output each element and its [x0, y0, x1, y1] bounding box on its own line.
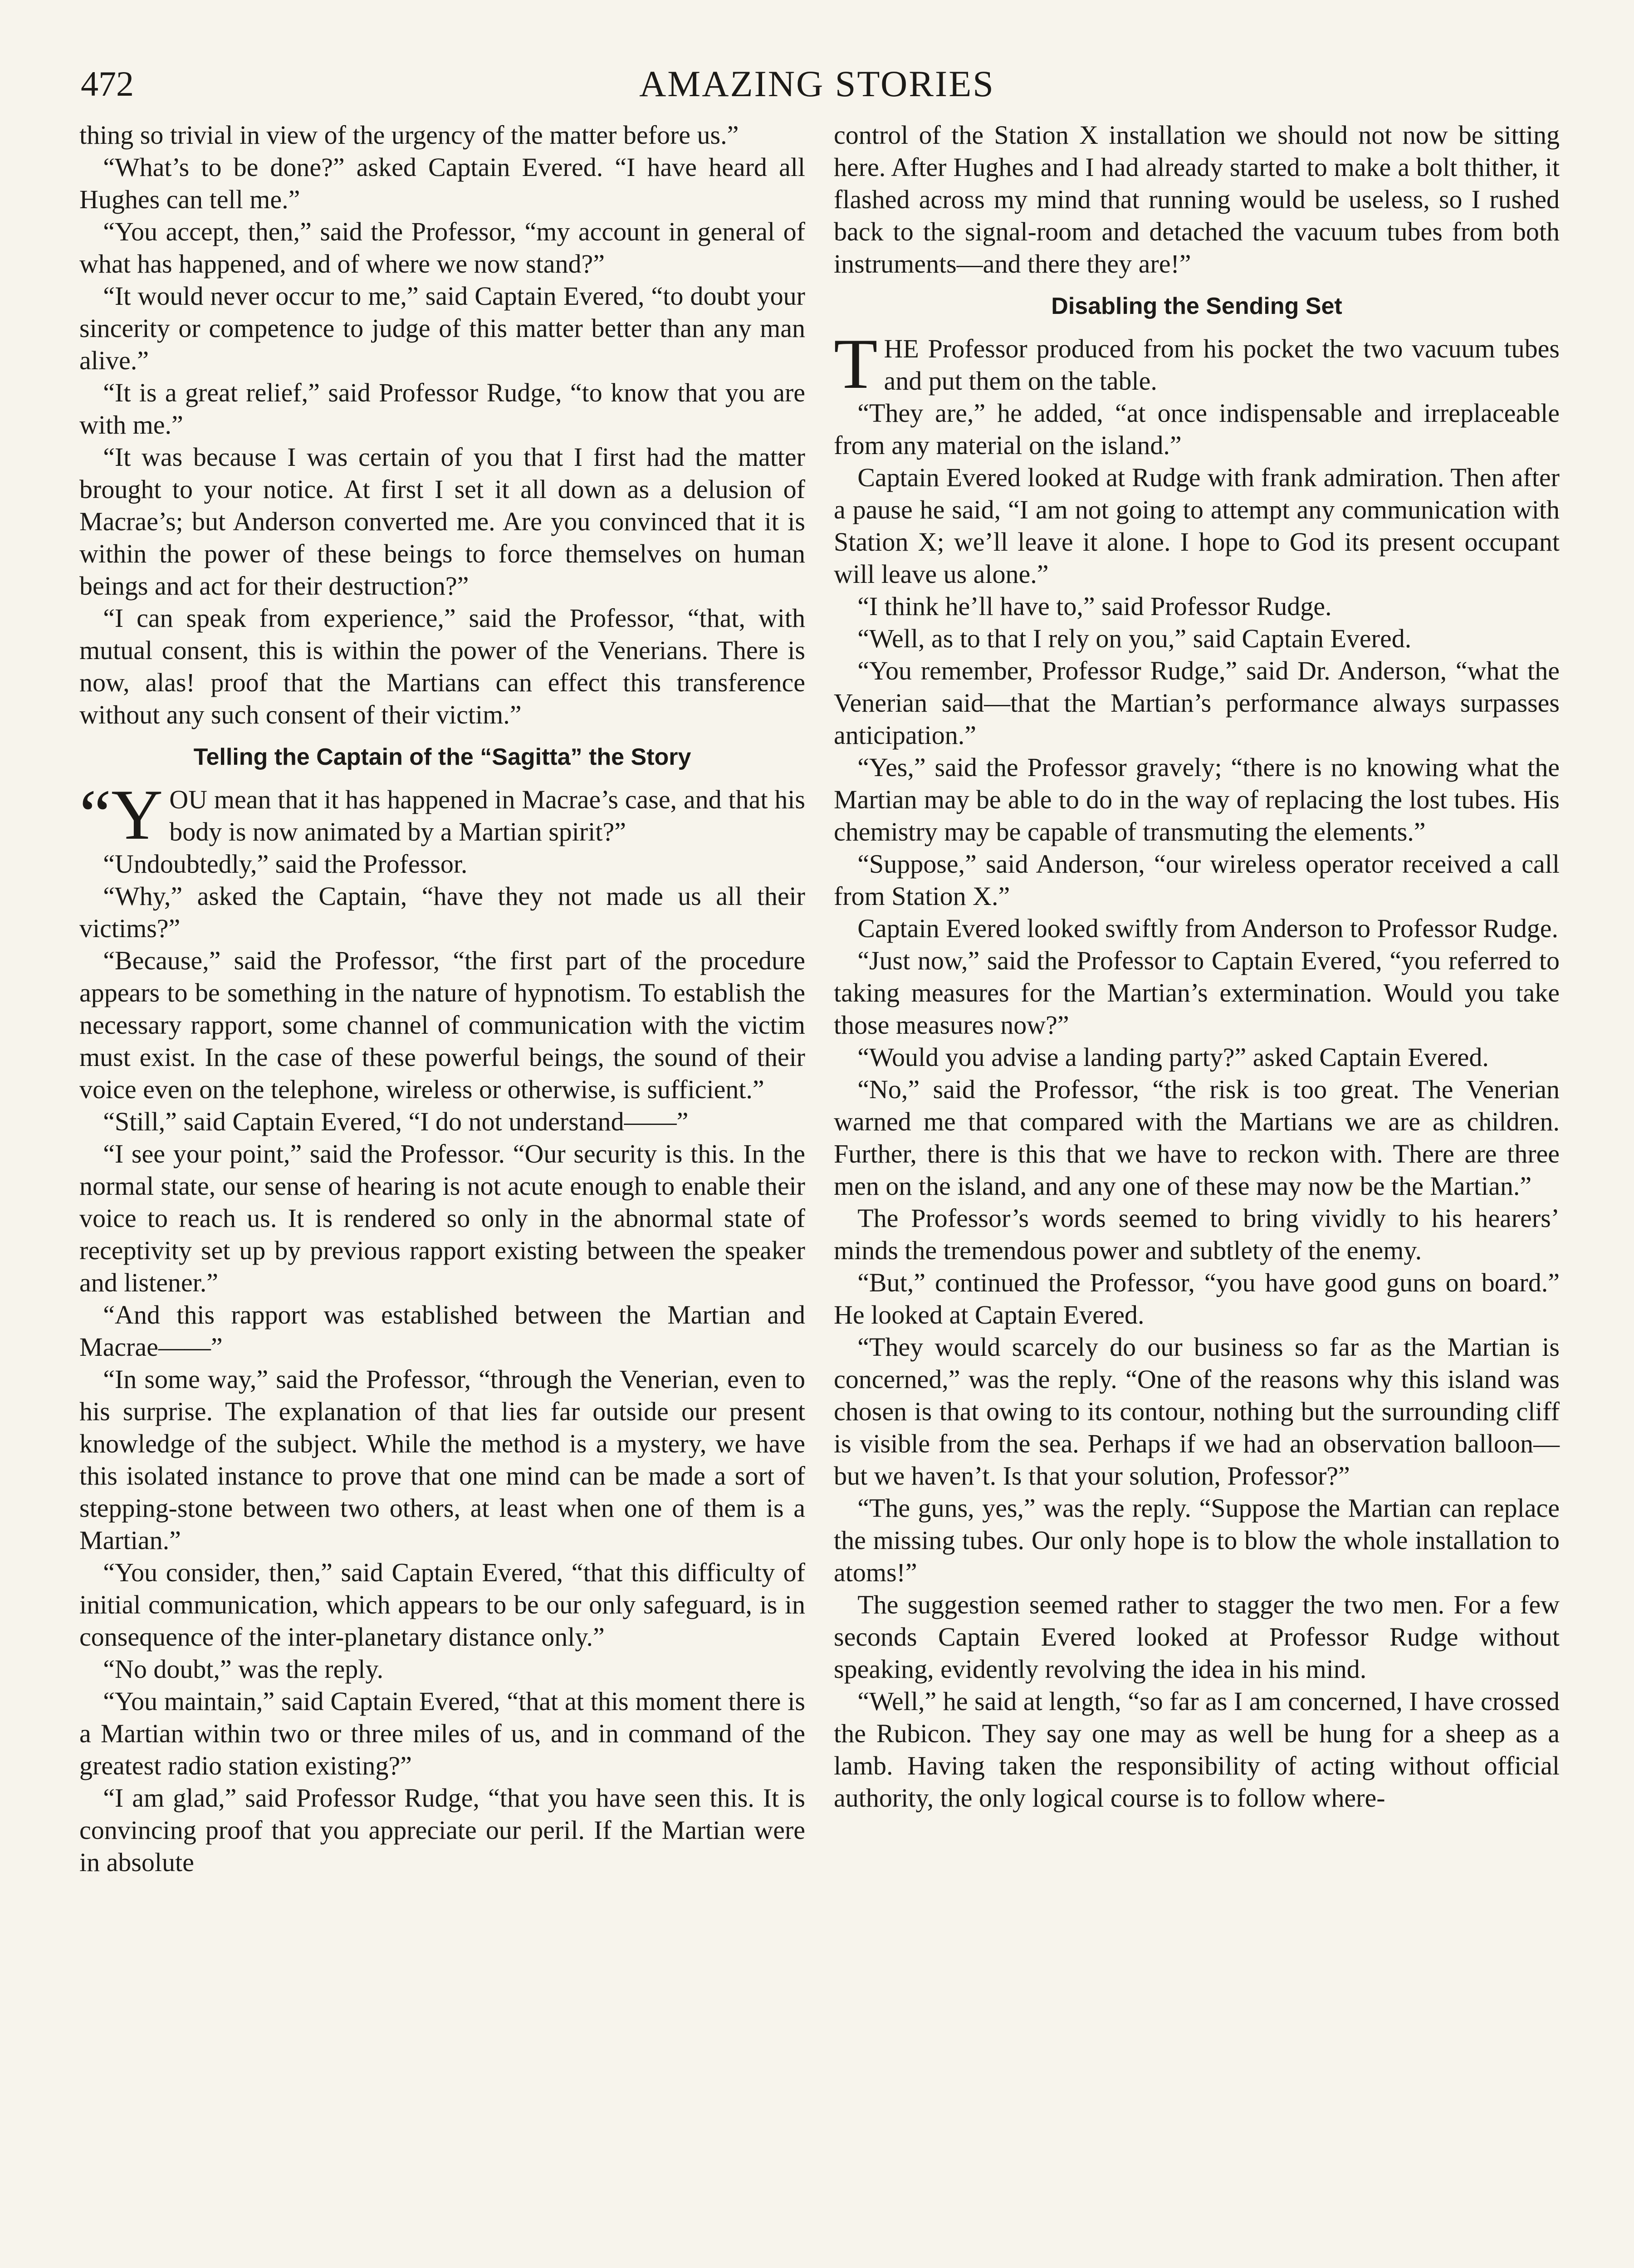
paragraph: “It was because I was certain of you that I first had the matter brought to your notice. At first I set it all down as a delusion of Macrae’s; but Anderson converted me. Are you convinced that it is within the power of these beings to force themselves on human beings and act for their destruction?”: [79, 442, 805, 601]
paragraph: “They are,” he added, “at once indispensable and irreplaceable from any material on the island.”: [834, 398, 1560, 460]
paragraph: “I think he’ll have to,” said Professor Rudge.: [857, 591, 1332, 621]
paragraph: “You accept, then,” said the Professor, “my account in general of what has happened, and of where we now stand?”: [79, 217, 805, 279]
paragraph: “You consider, then,” said Captain Evered, “that this difficulty of initial communication, which appears to be our only safeguard, is in consequence of the inter-planetary distance only.”: [79, 1558, 805, 1652]
paragraph: “No doubt,” was the reply.: [103, 1654, 384, 1684]
section-subhead: Disabling the Sending Set: [1051, 293, 1342, 319]
paragraph-with-dropcap: [834, 324, 1560, 404]
drop-cap: T: [834, 324, 878, 404]
paragraph: “They would scarcely do our business so far as the Martian is concerned,” was the reply. “One of the reasons why this island was chosen is that owing to its contour, nothing but the surrounding cliff is visible from the sea. Perhaps if we had an observation balloon—but we haven’t. Is that your solution, Professor?”: [834, 1332, 1560, 1491]
paragraph: “Would you advise a landing party?” asked Captain Evered.: [857, 1042, 1489, 1072]
paragraph: control of the Station X installation we should not now be sitting here. After Hughes and I had already started to make a bolt thither, it flashed across my mind that running would be useless, so I rushed back to the signal-room and detached the vacuum tubes from both instruments—and there they are!”: [834, 120, 1560, 279]
paragraph: “Just now,” said the Professor to Captain Evered, “you referred to taking measures for the Martian’s extermination. Would you take those measures now?”: [834, 946, 1560, 1040]
paragraph: “Well,” he said at length, “so far as I am concerned, I have crossed the Rubicon. They say one may as well be hung for a sheep as a lamb. Having taken the responsibility of acting without official authority, the only logical course is to follow where-: [834, 1686, 1560, 1813]
paragraph-with-dropcap: [79, 775, 805, 855]
paragraph-text: OU mean that it has happened in Macrae’s case, and that his body is now animated by a Martian spirit?”: [169, 785, 805, 846]
page-number: 472: [81, 64, 134, 103]
paragraph: “Undoubtedly,” said the Professor.: [103, 849, 468, 879]
paragraph: “Still,” said Captain Evered, “I do not understand——”: [103, 1107, 689, 1136]
paragraph: “Suppose,” said Anderson, “our wireless operator received a call from Station X.”: [834, 849, 1560, 911]
paragraph: “In some way,” said the Professor, “through the Venerian, even to his surprise. The explanation of that lies far outside our present knowledge of the subject. While the method is a mystery, we have this isolated instance to prove that one mind can be made a sort of stepping-stone between two others, at least when one of them is a Martian.”: [79, 1364, 805, 1555]
paragraph: “I am glad,” said Professor Rudge, “that you have seen this. It is convincing proof that you appreciate our peril. If the Martian were in absolute: [79, 1783, 805, 1877]
paragraph: The Professor’s words seemed to bring vividly to his hearers’ minds the tremendous power and subtlety of the enemy.: [834, 1203, 1560, 1265]
paragraph: “What’s to be done?” asked Captain Evered. “I have heard all Hughes can tell me.”: [79, 152, 805, 214]
paragraph: “But,” continued the Professor, “you have good guns on board.” He looked at Captain Evered.: [834, 1268, 1560, 1330]
paragraph: “Yes,” said the Professor gravely; “there is no knowing what the Martian may be able to do in the way of replacing the lost tubes. His chemistry may be capable of transmuting the elements.”: [834, 753, 1560, 846]
paragraph: “Well, as to that I rely on you,” said Captain Evered.: [857, 624, 1412, 653]
paragraph-text: HE Professor produced from his pocket the two vacuum tubes and put them on the table.: [884, 334, 1560, 396]
paragraph: “You remember, Professor Rudge,” said Dr. Anderson, “what the Venerian said—that the Martian’s performance always surpasses anticipation.”: [834, 656, 1560, 750]
section-subhead: Telling the Captain of the “Sagitta” the Story: [193, 744, 691, 770]
page-header: [81, 59, 1553, 109]
paragraph: “No,” said the Professor, “the risk is too great. The Venerian warned me that compared with the Martians we are as children. Further, there is this that we have to reckon with. There are three men on the island, and any one of these may now be the Martian.”: [834, 1075, 1560, 1201]
drop-cap: “Y: [79, 775, 163, 855]
paragraph: Captain Evered looked at Rudge with frank admiration. Then after a pause he said, “I am not going to attempt any communication with Station X; we’ll leave it alone. I hope to God its present occupant will leave us alone.”: [834, 463, 1560, 589]
paragraph: “I see your point,” said the Professor. “Our security is this. In the normal state, our sense of hearing is not acute enough to enable their voice to reach us. It is rendered so only in the abnormal state of receptivity set up by previous rapport existing between the speaker and listener.”: [79, 1139, 805, 1297]
paragraph: “I can speak from experience,” said the Professor, “that, with mutual consent, this is within the power of the Venerians. There is now, alas! proof that the Martians can effect this transference without any such consent of their victim.”: [79, 603, 805, 729]
paragraph: “Because,” said the Professor, “the first part of the procedure appears to be something in the nature of hypnotism. To establish the necessary rapport, some channel of communication with the victim must exist. In the case of these powerful beings, the sound of their voice even on the telephone, wireless or otherwise, is sufficient.”: [79, 946, 805, 1104]
paragraph: Captain Evered looked swiftly from Anderson to Professor Rudge.: [857, 914, 1558, 943]
paragraph: The suggestion seemed rather to stagger the two men. For a few seconds Captain Evered looked at Professor Rudge without speaking, evidently revolving the idea in his mind.: [834, 1590, 1560, 1684]
paragraph: “Why,” asked the Captain, “have they not made us all their victims?”: [79, 881, 805, 943]
right-column: [834, 119, 1560, 1814]
paragraph: “And this rapport was established between the Martian and Macrae——”: [79, 1300, 805, 1362]
left-column: [79, 119, 805, 1878]
paragraph: “The guns, yes,” was the reply. “Suppose the Martian can replace the missing tubes. Our only hope is to blow the whole installation to atoms!”: [834, 1493, 1560, 1587]
paragraph: “You maintain,” said Captain Evered, “that at this moment there is a Martian within two or three miles of us, and in command of the greatest radio station existing?”: [79, 1686, 805, 1780]
running-head: AMAZING STORIES: [639, 63, 995, 104]
paragraph: “It is a great relief,” said Professor Rudge, “to know that you are with me.”: [79, 378, 805, 440]
paragraph: “It would never occur to me,” said Captain Evered, “to doubt your sincerity or competence to judge of this matter better than any man alive.”: [79, 281, 805, 375]
paragraph: thing so trivial in view of the urgency of the matter before us.”: [79, 120, 739, 150]
